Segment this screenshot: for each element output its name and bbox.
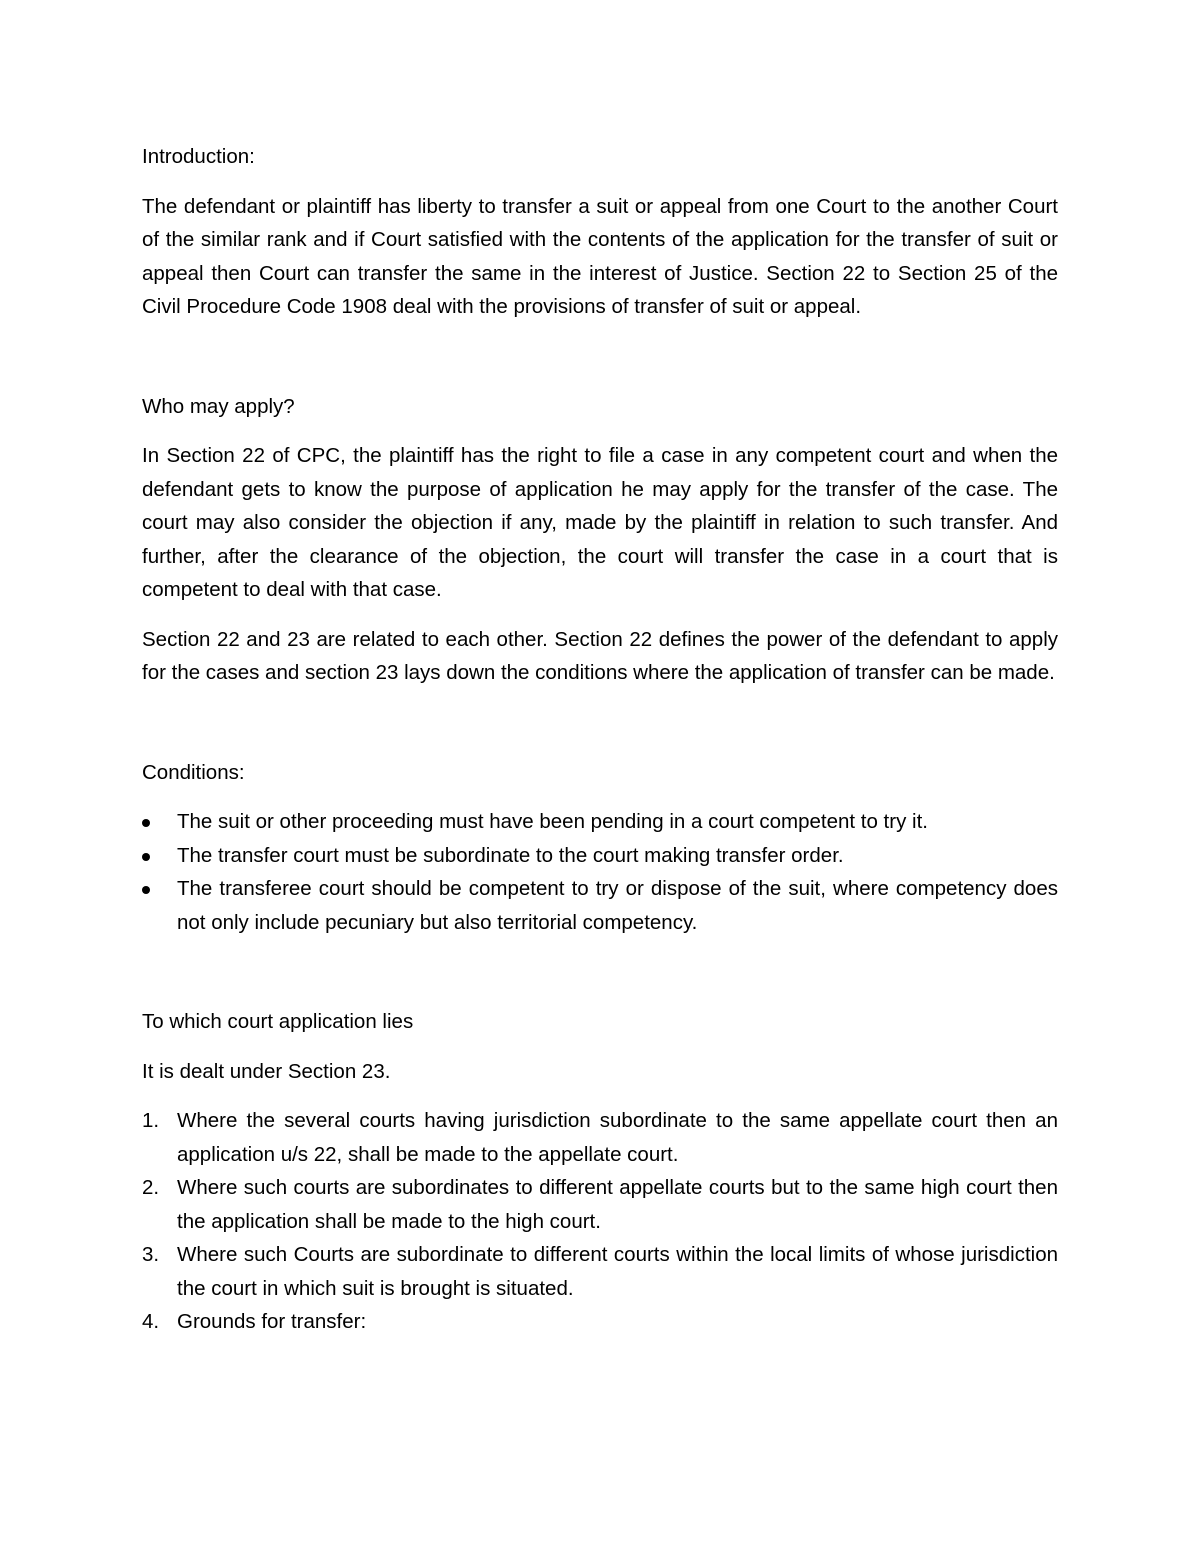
bullet-icon: [142, 886, 150, 894]
section-spacer: [142, 955, 1058, 1005]
list-item-text: Where such courts are subordinates to different appellate courts but to the same high court then the application shall be made to the high court.: [177, 1176, 1058, 1233]
list-number: 1.: [142, 1109, 160, 1132]
document-page: [142, 140, 1058, 1355]
list-item-text: The transfer court must be subordinate to the court making transfer order.: [177, 843, 844, 867]
section-spacer: [142, 706, 1058, 756]
list-item-text: The transferee court should be competent to try or dispose of the suit, where competency does not only include pecuniary but also territorial competency.: [177, 877, 1058, 934]
who-may-apply-paragraph-2: Section 22 and 23 are related to each other. Section 22 defines the power of the defendant to apply for the cases and section 23 lays down the conditions where the application of transfer can be made.: [142, 627, 1058, 684]
list-item-text: Grounds for transfer:: [177, 1310, 367, 1333]
who-may-apply-heading: Who may apply?: [142, 394, 295, 418]
list-number: 4.: [142, 1310, 160, 1333]
list-number: 3.: [142, 1243, 160, 1266]
list-item: [142, 1171, 1058, 1238]
list-item-text: Where the several courts having jurisdiction subordinate to the same appellate court then an application u/s 22, shall be made to the appellate court.: [177, 1109, 1058, 1166]
list-item-text: Where such Courts are subordinate to different courts within the local limits of whose jurisdiction the court in which suit is brought is situated.: [177, 1243, 1058, 1300]
list-item: [142, 872, 1058, 939]
introduction-paragraph: The defendant or plaintiff has liberty to transfer a suit or appeal from one Court to the another Court of the similar rank and if Court satisfied with the contents of the application for the transfer of suit or appeal then Court can transfer the same in the interest of Justice. Section 22 to Section 25 of the Civil Procedure Code 1908 deal with the provisions of transfer of suit or appeal.: [142, 194, 1058, 318]
bullet-icon: [142, 853, 150, 861]
conditions-heading: Conditions:: [142, 760, 245, 784]
section-spacer: [142, 340, 1058, 390]
bullet-icon: [142, 819, 150, 827]
which-court-intro: It is dealt under Section 23.: [142, 1059, 391, 1083]
list-number: 2.: [142, 1176, 160, 1199]
list-item: [142, 805, 1058, 839]
list-item: [142, 1305, 1058, 1339]
which-court-list: [142, 1104, 1058, 1339]
list-item: [142, 839, 1058, 873]
list-item: [142, 1238, 1058, 1305]
list-item-text: The suit or other proceeding must have been pending in a court competent to try it.: [177, 810, 928, 833]
who-may-apply-paragraph-1: In Section 22 of CPC, the plaintiff has the right to file a case in any competent court and when the defendant gets to know the purpose of application he may apply for the transfer of the case. The court may also consider the objection if any, made by the plaintiff in relation to such transfer. And further, after the clearance of the objection, the court will transfer the case in a court that is competent to deal with that case.: [142, 444, 1058, 601]
introduction-heading: Introduction:: [142, 145, 255, 168]
which-court-heading: To which court application lies: [142, 1010, 414, 1033]
conditions-list: [142, 805, 1058, 939]
list-item: [142, 1104, 1058, 1171]
